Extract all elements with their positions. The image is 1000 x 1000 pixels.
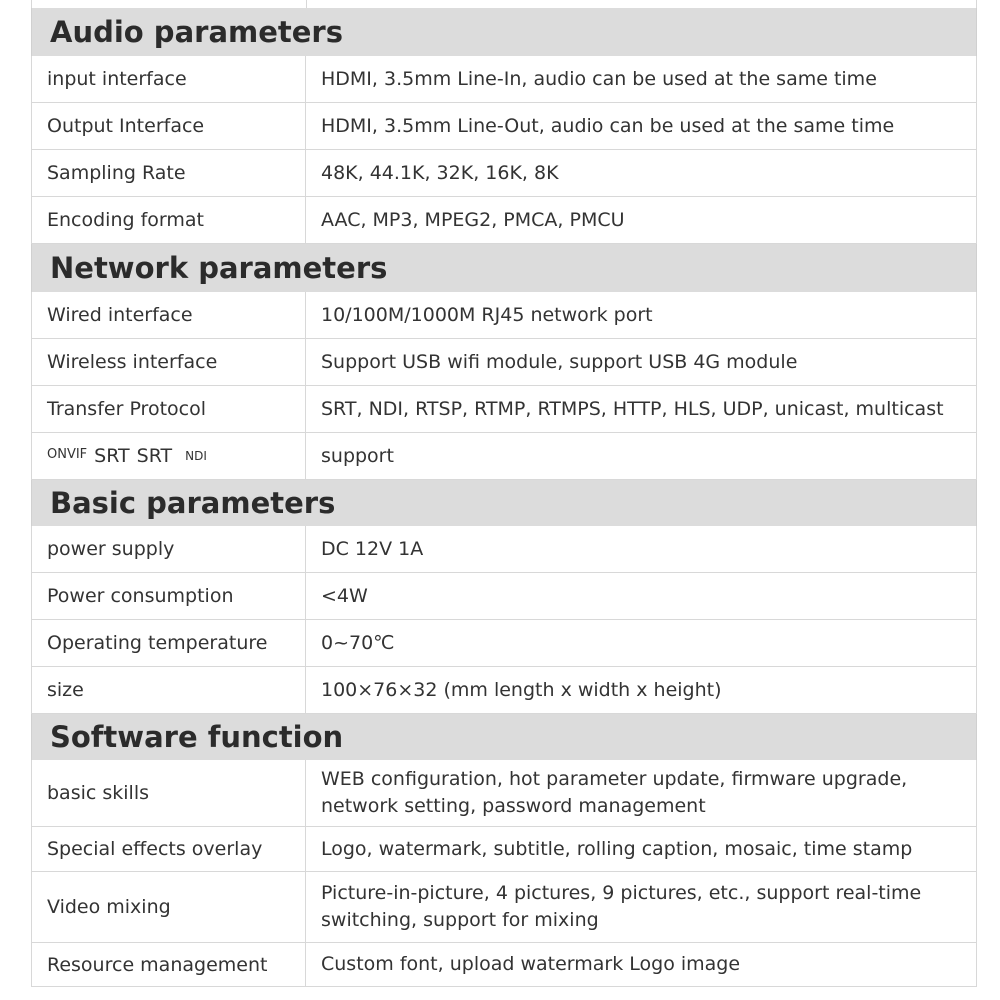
table-row bbox=[31, 433, 977, 480]
table-row bbox=[31, 943, 977, 987]
row-value: 0~70℃ bbox=[321, 631, 395, 654]
row-value: 100×76×32 (mm length x width x height) bbox=[321, 678, 722, 701]
row-value: <4W bbox=[321, 584, 368, 607]
row-label: Wireless interface bbox=[32, 339, 306, 385]
row-label: Sampling Rate bbox=[32, 150, 306, 196]
section-header-software: Software function bbox=[31, 714, 977, 760]
row-value: HDMI, 3.5mm Line-Out, audio can be used at the same time bbox=[321, 114, 895, 137]
label-part-ndi: NDI bbox=[185, 449, 207, 463]
row-label: Wired interface bbox=[32, 292, 306, 338]
row-label: Video mixing bbox=[32, 872, 306, 942]
row-value: HDMI, 3.5mm Line-In, audio can be used at the same time bbox=[321, 67, 877, 90]
row-value: WEB configuration, hot parameter update, firmware upgrade, network setting, password management bbox=[321, 768, 908, 817]
row-value: support bbox=[321, 444, 394, 467]
table-row bbox=[31, 760, 977, 827]
row-label: Transfer Protocol bbox=[32, 386, 306, 432]
row-label: Output Interface bbox=[32, 103, 306, 149]
table-row bbox=[31, 150, 977, 197]
table-row bbox=[31, 56, 977, 103]
row-label: Special effects overlay bbox=[32, 827, 306, 871]
row-label: Operating temperature bbox=[32, 620, 306, 666]
table-row bbox=[31, 667, 977, 714]
row-value: SRT, NDI, RTSP, RTMP, RTMPS, HTTP, HLS, UDP, unicast, multicast bbox=[321, 397, 944, 420]
row-label: Resource management bbox=[32, 943, 306, 986]
row-label: Power consumption bbox=[32, 573, 306, 619]
row-label: Encoding format bbox=[32, 197, 306, 243]
table-row bbox=[31, 526, 977, 573]
row-label: input interface bbox=[32, 56, 306, 102]
spec-table bbox=[31, 0, 977, 987]
table-row bbox=[31, 827, 977, 872]
row-value: Picture-in-picture, 4 pictures, 9 pictures, etc., support real-time switching, support for mixing bbox=[321, 882, 922, 931]
table-row bbox=[31, 339, 977, 386]
row-label: basic skills bbox=[32, 760, 306, 826]
row-value: DC 12V 1A bbox=[321, 537, 424, 560]
row-value: 48K, 44.1K, 32K, 16K, 8K bbox=[321, 161, 559, 184]
row-label: power supply bbox=[32, 526, 306, 572]
table-row bbox=[31, 103, 977, 150]
label-part-onvif: ONVIF bbox=[47, 446, 88, 462]
table-row bbox=[31, 620, 977, 667]
row-value: AAC, MP3, MPEG2, PMCA, PMCU bbox=[321, 208, 625, 231]
section-header-network: Network parameters bbox=[31, 244, 977, 292]
row-value: Custom font, upload watermark Logo image bbox=[321, 953, 741, 975]
section-header-basic: Basic parameters bbox=[31, 480, 977, 526]
row-value: 10/100M/1000M RJ45 network port bbox=[321, 303, 653, 326]
label-part-srt-2: SRT bbox=[136, 445, 173, 467]
table-row bbox=[31, 872, 977, 943]
row-value: Support USB wifi module, support USB 4G module bbox=[321, 350, 798, 373]
row-label: size bbox=[32, 667, 306, 713]
table-row bbox=[31, 292, 977, 339]
row-label-protocols bbox=[32, 433, 306, 479]
table-row bbox=[31, 197, 977, 244]
table-top-strip bbox=[31, 0, 977, 8]
label-part-srt: SRT bbox=[94, 445, 130, 467]
row-value: Logo, watermark, subtitle, rolling caption, mosaic, time stamp bbox=[321, 837, 913, 860]
table-row bbox=[31, 386, 977, 433]
table-row bbox=[31, 573, 977, 620]
section-header-audio: Audio parameters bbox=[31, 8, 977, 56]
